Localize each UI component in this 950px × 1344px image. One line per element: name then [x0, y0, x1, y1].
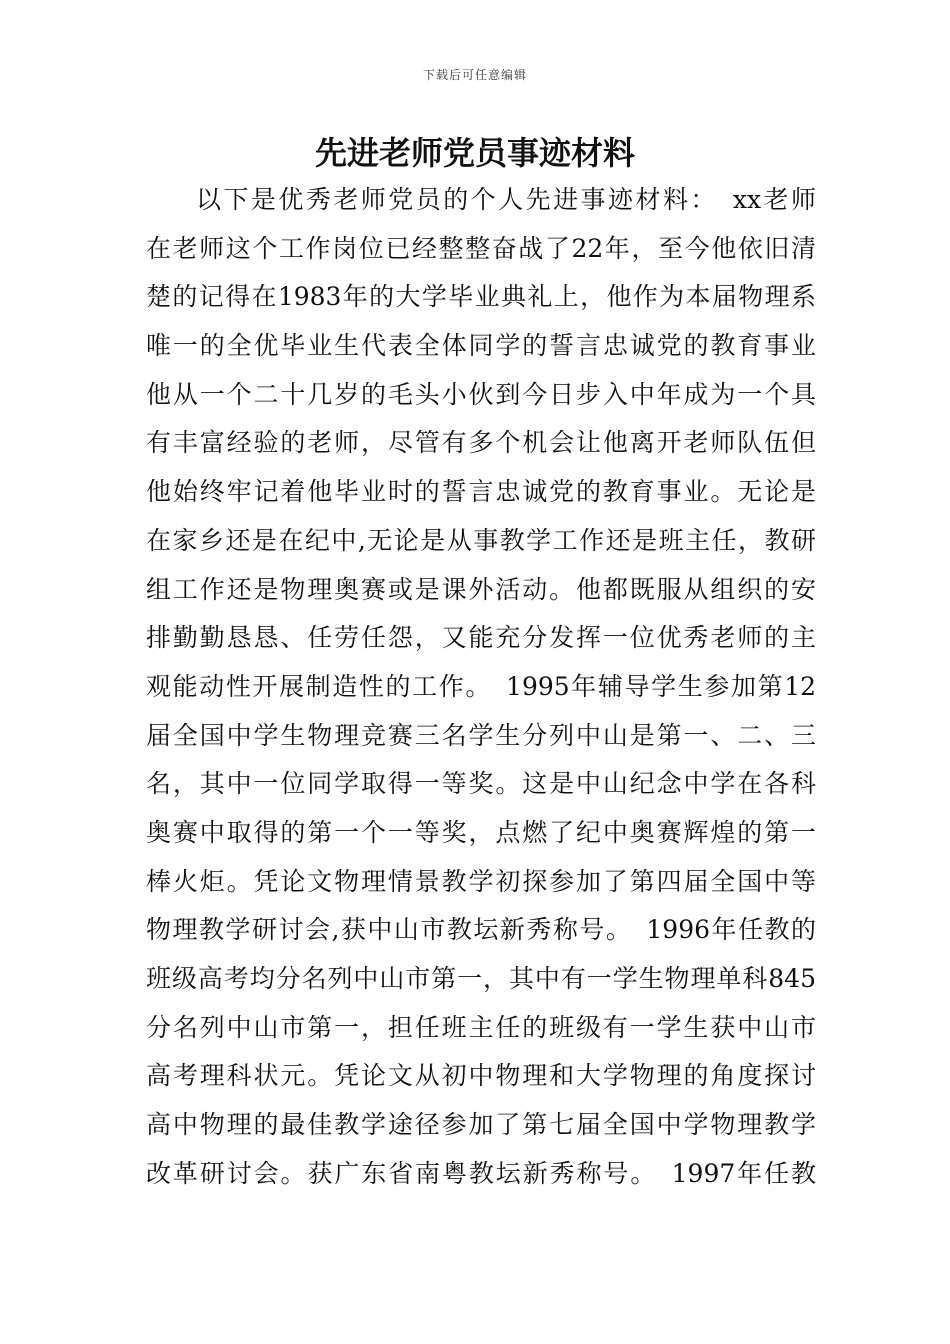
body-line: 改革研讨会。获广东省南粤教坛新秀称号。 1997年任教 — [146, 1158, 816, 1188]
document-title: 先进老师党员事迹材料 — [314, 134, 635, 172]
body-line: 名，其中一位同学取得一等奖。这是中山纪念中学在各科 — [146, 769, 816, 799]
body-line: 他从一个二十几岁的毛头小伙到今日步入中年成为一个具 — [146, 379, 816, 409]
body-line: 棒火炬。凭论文物理情景教学初探参加了第四届全国中等 — [146, 866, 816, 896]
body-line: 奥赛中取得的第一个一等奖，点燃了纪中奥赛辉煌的第一 — [146, 817, 816, 847]
body-line: 组工作还是物理奥赛或是课外活动。他都既服从组织的安 — [146, 574, 816, 604]
document-body — [146, 176, 816, 1198]
body-line: 在家乡还是在纪中,无论是从事教学工作还是班主任，教研 — [146, 525, 816, 555]
body-line: 观能动性开展制造性的工作。 1995年辅导学生参加第12 — [146, 671, 816, 701]
body-line: 有丰富经验的老师，尽管有多个机会让他离开老师队伍但 — [146, 428, 816, 458]
body-line: 他始终牢记着他毕业时的誓言忠诚党的教育事业。无论是 — [146, 477, 816, 507]
body-line: 班级高考均分名列中山市第一，其中有一学生物理单科845 — [146, 964, 816, 993]
body-line: 排勤勤恳恳、任劳任怨，又能充分发挥一位优秀老师的主 — [146, 623, 816, 653]
body-line: 在老师这个工作岗位已经整整奋战了22年，至今他依旧清 — [146, 233, 816, 263]
header-note: 下载后可任意编辑 — [422, 68, 527, 82]
body-line: 高中物理的最佳教学途径参加了第七届全国中学物理教学 — [146, 1110, 816, 1140]
body-line: 高考理科状元。凭论文从初中物理和大学物理的角度探讨 — [146, 1061, 816, 1091]
body-line: 以下是优秀老师党员的个人先进事迹材料： xx老师 — [196, 185, 816, 214]
body-line: 楚的记得在1983年的大学毕业典礼上，他作为本届物理系 — [146, 282, 816, 312]
body-line: 届全国中学生物理竞赛三名学生分列中山是第一、二、三 — [146, 720, 816, 750]
body-line: 物理教学研讨会,获中山市教坛新秀称号。 1996年任教的 — [146, 915, 816, 945]
body-line: 唯一的全优毕业生代表全体同学的誓言忠诚党的教育事业 — [146, 331, 816, 361]
body-line: 分名列中山市第一，担任班主任的班级有一学生获中山市 — [146, 1012, 816, 1042]
